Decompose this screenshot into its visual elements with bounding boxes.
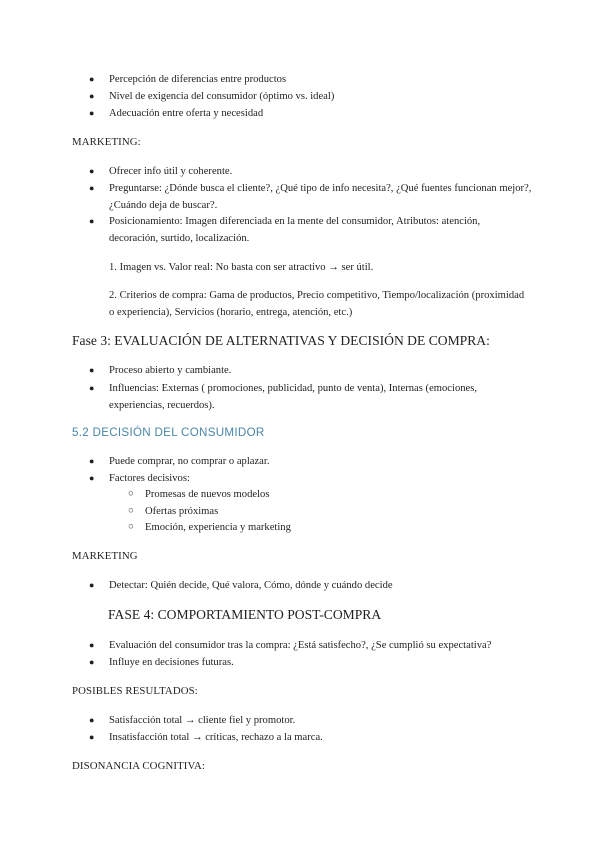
sub-list-item: Ofertas próximas <box>145 506 219 517</box>
fase4-heading: FASE 4: COMPORTAMIENTO POST-COMPRA <box>108 607 382 622</box>
sub-list-item: Emoción, experiencia y marketing <box>145 522 291 533</box>
circle-bullet-icon: ○ <box>128 489 134 499</box>
list-item-continuation: experiencias, recuerdos). <box>109 400 215 411</box>
list-item: Ofrecer info útil y coherente. <box>109 166 233 177</box>
list-item: Influencias: Externas ( promociones, publicidad, punto de venta), Internas (emociones, <box>109 383 478 394</box>
bullet-icon: ● <box>89 91 95 101</box>
list-item: Proceso abierto y cambiante. <box>109 365 232 376</box>
bullet-icon: ● <box>89 657 95 667</box>
bullet-icon: ● <box>89 580 95 590</box>
circle-bullet-icon: ○ <box>128 522 134 532</box>
list-item: Detectar: Quién decide, Qué valora, Cómo, dónde y cuándo decide <box>109 580 393 591</box>
bullet-icon: ● <box>89 183 95 193</box>
list-item-continuation: decoración, surtido, localización. <box>109 233 250 244</box>
fase3-heading: Fase 3: EVALUACIÓN DE ALTERNATIVAS Y DECISIÓN DE COMPRA: <box>72 333 490 348</box>
resultados-heading: POSIBLES RESULTADOS: <box>72 685 198 697</box>
list-item: Adecuación entre oferta y necesidad <box>109 108 264 119</box>
list-item: Factores decisivos: <box>109 473 190 484</box>
list-item: Nivel de exigencia del consumidor (óptimo vs. ideal) <box>109 91 335 102</box>
numbered-point: 2. Criterios de compra: Gama de productos, Precio competitivo, Tiempo/localización (proximidad <box>109 290 525 301</box>
bullet-icon: ● <box>89 640 95 650</box>
bullet-icon: ● <box>89 74 95 84</box>
list-item: Influye en decisiones futuras. <box>109 657 234 668</box>
numbered-point-continuation: o experiencia), Servicios (horario, entrega, atención, etc.) <box>109 307 353 318</box>
list-item: Insatisfacción total → críticas, rechazo a la marca. <box>109 732 323 743</box>
bullet-icon: ● <box>89 166 95 176</box>
bullet-icon: ● <box>89 732 95 742</box>
list-item: Satisfacción total → cliente fiel y promotor. <box>109 715 296 726</box>
list-item: Puede comprar, no comprar o aplazar. <box>109 456 270 467</box>
bullet-icon: ● <box>89 216 95 226</box>
bullet-icon: ● <box>89 473 95 483</box>
circle-bullet-icon: ○ <box>128 506 134 516</box>
bullet-icon: ● <box>89 383 95 393</box>
list-item-continuation: ¿Cuándo deja de buscar?. <box>109 200 218 211</box>
marketing-heading: MARKETING: <box>72 136 141 148</box>
bullet-icon: ● <box>89 715 95 725</box>
disonancia-heading: DISONANCIA COGNITIVA: <box>72 760 205 772</box>
bullet-icon: ● <box>89 108 95 118</box>
list-item: Posicionamiento: Imagen diferenciada en la mente del consumidor, Atributos: atención, <box>109 216 481 227</box>
list-item: Percepción de diferencias entre productos <box>109 74 287 85</box>
bullet-icon: ● <box>89 456 95 466</box>
bullet-icon: ● <box>89 365 95 375</box>
list-item: Evaluación del consumidor tras la compra: ¿Está satisfecho?, ¿Se cumplió su expectativa? <box>109 640 492 651</box>
section-5-2-heading: 5.2 DECISIÓN DEL CONSUMIDOR <box>72 426 265 439</box>
marketing-heading: MARKETING <box>72 550 138 562</box>
sub-list-item: Promesas de nuevos modelos <box>145 489 270 500</box>
list-item: Preguntarse: ¿Dónde busca el cliente?, ¿Qué tipo de info necesita?, ¿Qué fuentes funcionan mejor?, <box>109 183 532 194</box>
numbered-point: 1. Imagen vs. Valor real: No basta con ser atractivo → ser útil. <box>109 262 374 273</box>
